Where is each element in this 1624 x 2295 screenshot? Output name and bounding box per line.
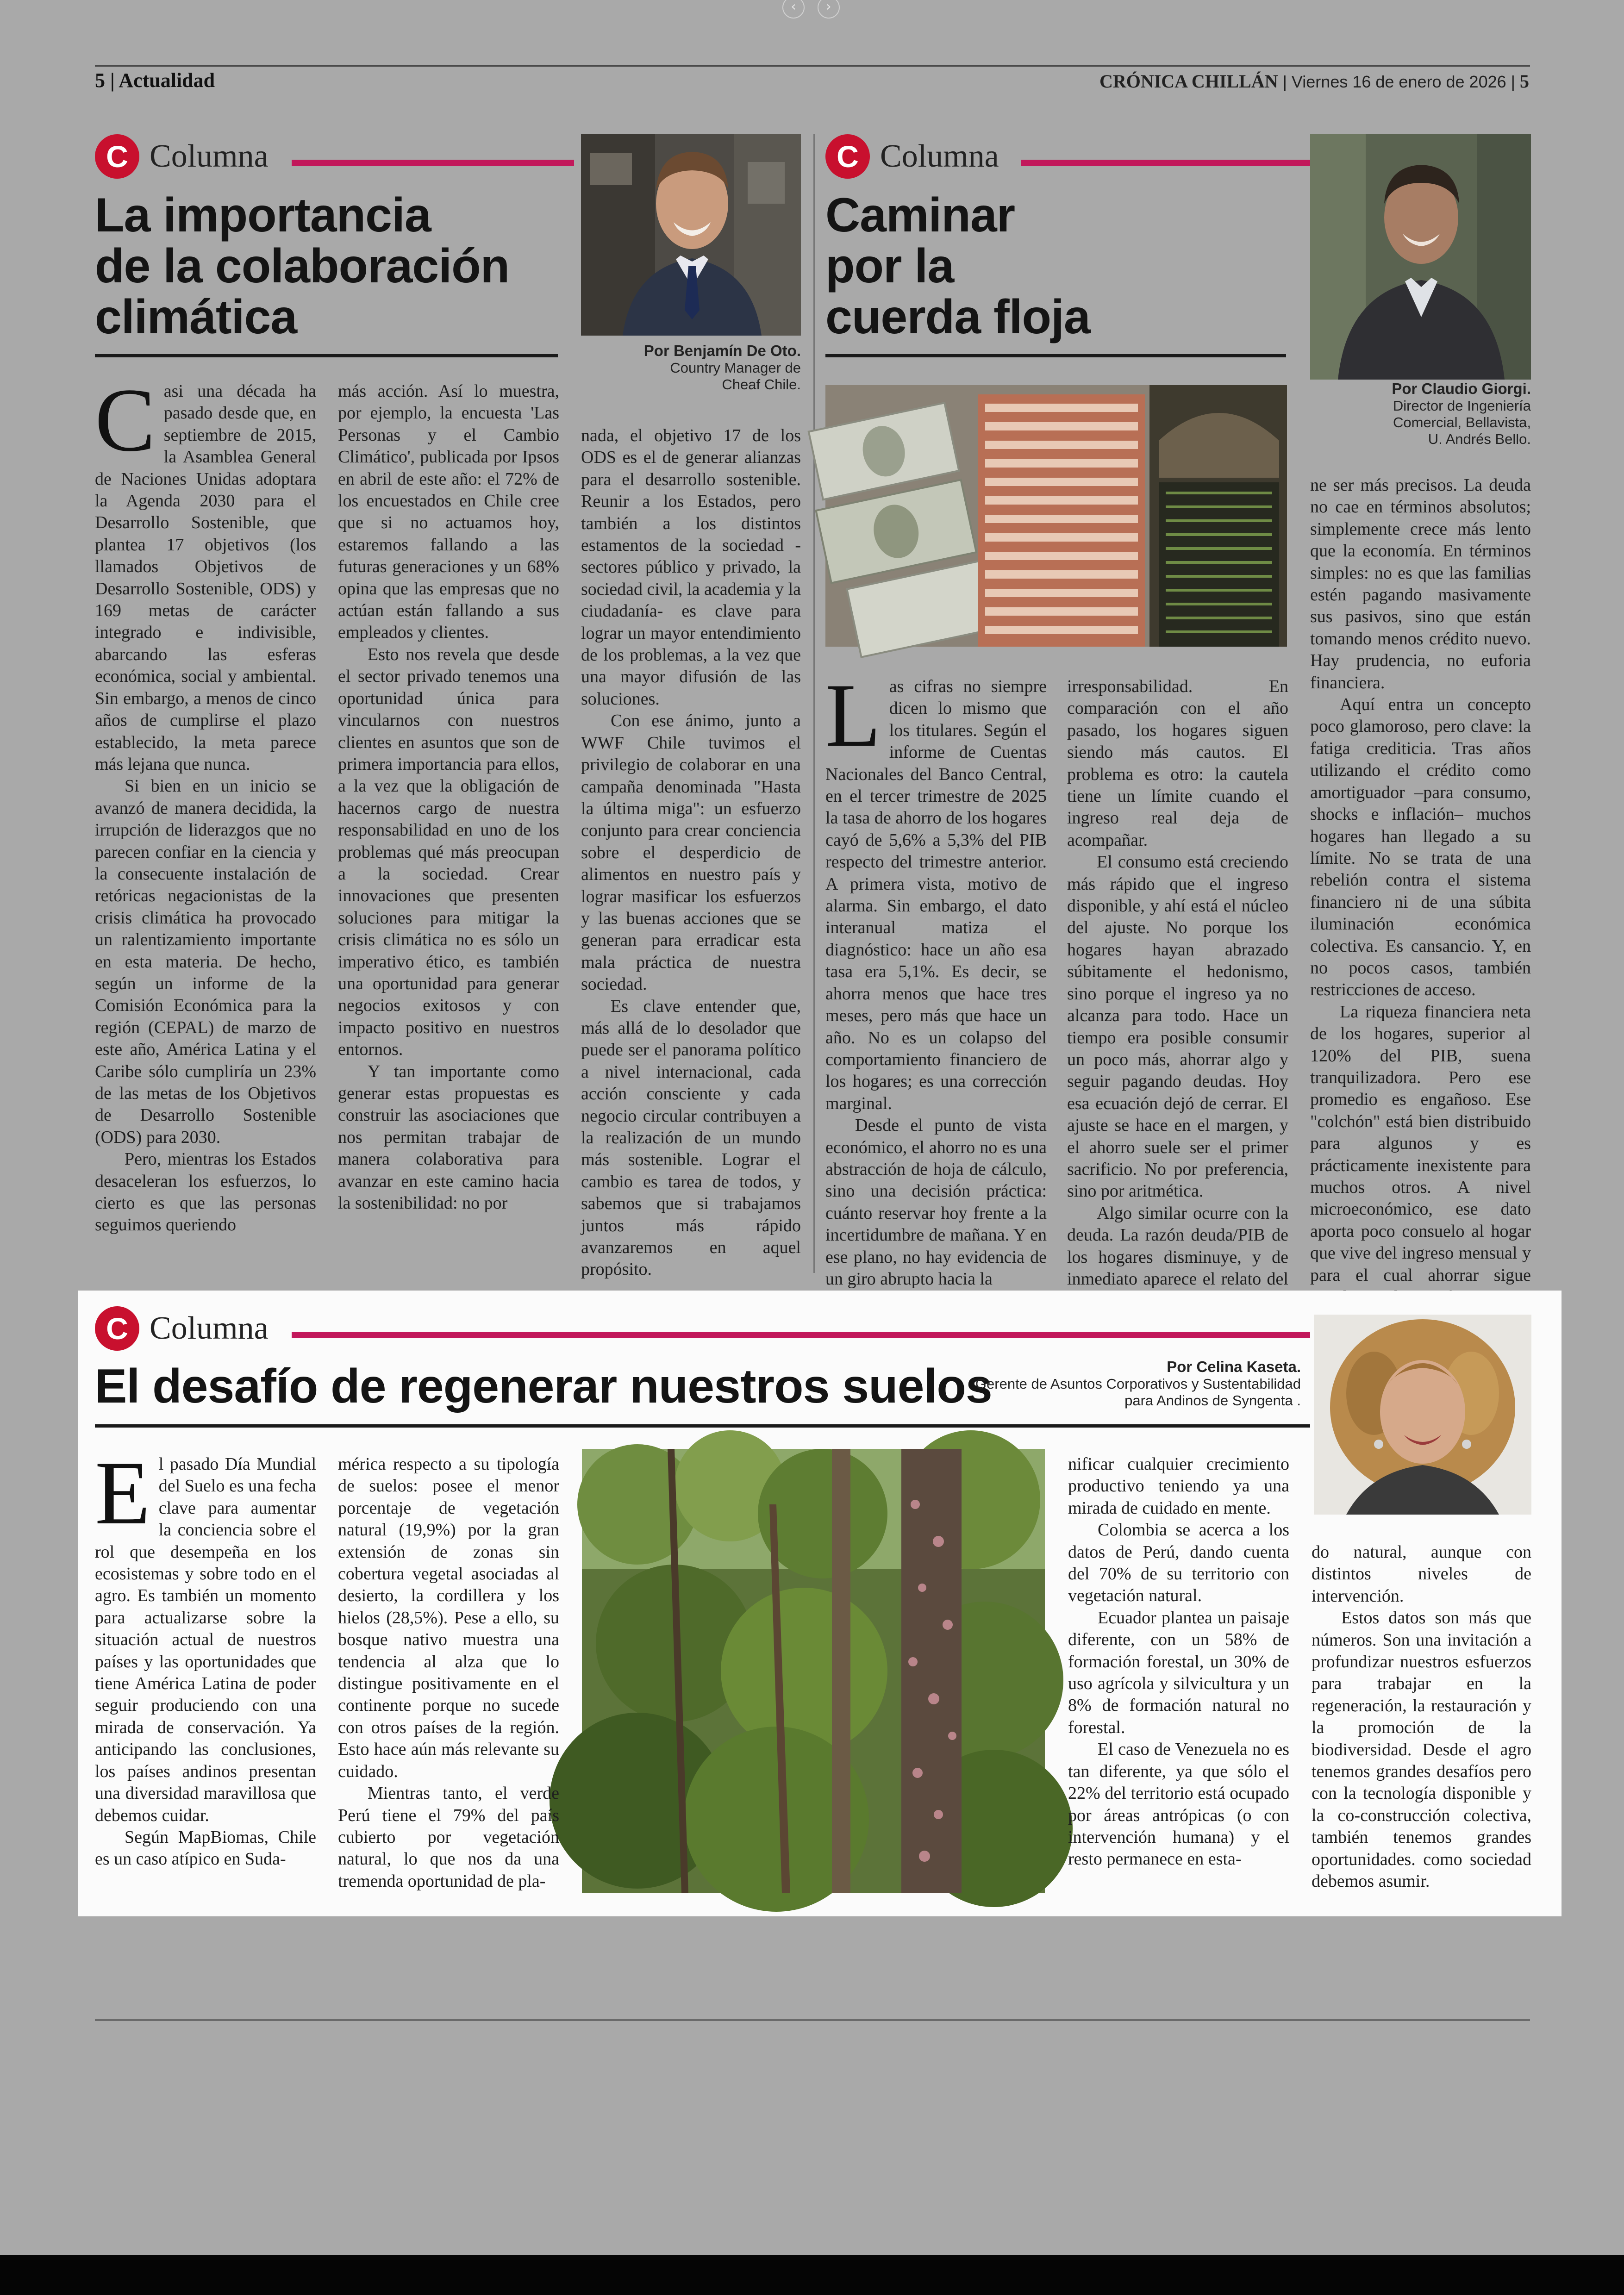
author-photo-celina <box>1314 1315 1531 1515</box>
money-photo <box>825 385 1287 647</box>
paragraph: Aquí entra un concepto poco glamoroso, pero clave: la fatiga crediticia. Tras años utilizando el crédito como amortiguador –para consumo, shocks e inflación– muchos hogares han llegado a su límite. No se trata de una rebelión contra el sistema financiero ni de una súbita iluminación económica colectiva. Es cansancio. Y, en no pocos casos, también restricciones de acceso. <box>1310 695 1531 1000</box>
article2-column-2 <box>1067 676 1288 1289</box>
headline-line: cuerda floja <box>825 290 1090 344</box>
paragraph: Esto nos revela que desde el sector privado tenemos una oportunidad única para vincularnos con nuestros clientes en asuntos que son de primera importancia para ellos, a la vez que la obligación de hacernos cargo de nuestra responsabilidad en uno de los problemas qué más preocupan a la sociedad. Crear innovaciones que presenten soluciones para mitigar la crisis climática no es sólo un imperativo ético, es también una oportunidad para generar negocios exitosos y con impacto positivo en nuestros entornos. <box>338 644 559 1060</box>
headline-rule <box>95 1424 1310 1428</box>
issue-date: Viernes 16 de enero de 2026 <box>1291 72 1506 91</box>
paragraph: El consumo está creciendo más rápido que el ingreso disponible, y ahí está el núcleo del ajuste. No porque los hogares hayan abrazado súbitamente el hedonismo, sino porque el ingreso ya no alcanza para todo. Hace un tiempo era posible consumir un poco más, ahorrar algo y seguir pagando deudas. Hoy esa ecuación dejó de cerrar. El ajuste se hace en el margen, y el ahorro suele ser el primer sacrificio. No por preferencia, sino por aritmética. <box>1067 852 1288 1201</box>
paragraph: Pero, mientras los Estados desaceleran los esfuerzos, lo cierto es que las personas seguimos queriendo <box>95 1149 316 1235</box>
accent-bar <box>1021 160 1310 166</box>
article1-column-2 <box>338 380 559 1274</box>
viewer-bottom-bar <box>0 2255 1624 2295</box>
headline-line: de la colaboración <box>95 239 510 293</box>
accent-bar <box>292 160 574 166</box>
byline-1 <box>581 343 801 393</box>
article3-column-2 <box>338 1453 559 1907</box>
accent-bar <box>292 1332 1310 1338</box>
author-role: Cheaf Chile. <box>722 376 801 393</box>
column-label: Columna <box>150 138 269 174</box>
article3-headline: El desafío de regenerar nuestros suelos <box>95 1360 992 1413</box>
author-photo-benjamin <box>581 134 801 336</box>
paragraph: Según MapBiomas, Chile es un caso atípico en Suda- <box>95 1827 316 1869</box>
headline-line: Caminar <box>825 188 1015 242</box>
next-page-icon[interactable]: › <box>818 0 840 19</box>
column-badge-3 <box>95 1306 269 1351</box>
drop-cap: L <box>825 665 881 766</box>
headline-line: climática <box>95 290 297 344</box>
byline-2 <box>1310 380 1531 448</box>
paragraph: Colombia se acerca a los datos de Perú, dando cuenta del 70% de su territorio con vegetación natural. <box>1068 1520 1289 1606</box>
article2-column-1 <box>825 665 1047 1289</box>
forest-photo <box>582 1449 1045 1893</box>
article3-column-3 <box>1068 1453 1289 1907</box>
author-role: Director de Ingeniería <box>1393 398 1531 414</box>
article2-column-3 <box>1310 474 1531 1285</box>
paragraph: nificar cualquier crecimiento productivo teniendo ya una mirada de cuidado en mente. <box>1068 1454 1289 1518</box>
paragraph: más acción. Así lo muestra, por ejemplo, la encuesta 'Las Personas y el Cambio Climático', publicada por Ipsos en abril de este año: el 72% de los encuestados en Chile cree que si no actuamos hoy, estaremos fallando a las futuras generaciones y un 68% opina que las empresas que no actúan están fallando a sus empleados y clientes. <box>338 381 559 642</box>
paragraph: mérica respecto a su tipología de suelos: posee el menor porcentaje de vegetación natural (19,9%) por la gran extensión de zonas sin cobertura vegetal asociadas al desierto, la cordillera y los hielos (28,5%). Pese a ello, su bosque nativo muestra una tendencia al alza que lo distingue positivamente en el continente porque no sucede con otros países de la región. Esto hace aún más relevante su cuidado. <box>338 1454 559 1781</box>
paragraph: Ecuador plantea un paisaje diferente, con un 58% de formación forestal, un 30% de uso agrícola y silvicultura y un 8% de formación natural no forestal. <box>1068 1608 1289 1737</box>
column-c-icon: C <box>95 134 139 179</box>
author-name: Por Benjamín De Oto. <box>643 342 801 359</box>
article1-column-1 <box>95 370 316 1274</box>
page-bottom-rule <box>95 2019 1530 2021</box>
author-role: para Andinos de Syngenta . <box>1124 1392 1301 1409</box>
paragraph: Con ese ánimo, junto a WWF Chile tuvimos el privilegio de colaborar en una campaña denominada "Hasta la última miga": un esfuerzo conjunto para crear conciencia sobre el desperdicio de alimentos en nuestro país y lograr masificar los esfuerzos y las buenas acciones que se generan para erradicar esta mala práctica de nuestra sociedad. <box>581 711 801 994</box>
paragraph: Algo similar ocurre con la deuda. La razón deuda/PIB de los hogares disminuye, y de inmediato aparece el relato del <box>1067 1203 1288 1289</box>
paragraph: l pasado Día Mundial del Suelo es una fecha clave para aumentar la conciencia sobre el rol que desempeña en los ecosistemas y sobre todo en el agro. Es también un momento para actualizarse sobre la situación actual de nuestros países y las oportunidades que tiene América Latina de poder seguir produciendo con una mirada de conservación. Ya anticipando las conclusiones, los países andinos presentan una diversidad maravillosa que debemos cuidar. <box>95 1454 316 1825</box>
author-name: Por Claudio Giorgi. <box>1392 380 1531 397</box>
column-label: Columna <box>150 1310 269 1346</box>
prev-page-icon[interactable]: ‹ <box>782 0 805 19</box>
paragraph: irresponsabilidad. En comparación con el año pasado, los hogares siguen siendo más cautos. El problema es otro: la cautela tiene un límite cuando el ingreso real deja de acompañar. <box>1067 677 1288 850</box>
drop-cap: E <box>95 1443 150 1543</box>
author-role: U. Andrés Bello. <box>1428 431 1531 447</box>
column-c-icon: C <box>95 1306 139 1351</box>
headline-rule <box>95 354 558 357</box>
author-role: Country Manager de <box>670 360 801 376</box>
headline-line: La importancia <box>95 188 431 242</box>
paragraph: Mientras tanto, el verde Perú tiene el 79% del país cubierto por vegetación natural, lo que nos da una tremenda oportunidad de pla- <box>338 1784 559 1891</box>
author-role: Comercial, Bellavista, <box>1393 414 1531 430</box>
headline-line: por la <box>825 239 954 293</box>
section-name: Actualidad <box>119 69 215 92</box>
paragraph: El caso de Venezuela no es tan diferente, ya que sólo el 22% del territorio está ocupado por áreas antrópicas (o con intervención humana) y el resto permanece en esta- <box>1068 1740 1289 1869</box>
headline-rule <box>825 354 1286 357</box>
paragraph: Estos datos son más que números. Son una invitación a profundizar nuestros esfuerzos para trabajar en la regeneración, la restauración y la promoción de la biodiversidad. Desde el agro tenemos grandes desafíos pero con la tecnología disponible y la co-construcción colectiva, también tenemos grandes oportunidades. como sociedad debemos asumir. <box>1312 1608 1531 1891</box>
byline-3 <box>903 1359 1301 1409</box>
column-badge-2 <box>825 134 999 179</box>
article1-headline <box>95 190 576 343</box>
header-right: CRÓNICA CHILLÁN | Viernes 16 de enero de 2026 | 5 <box>1099 71 1529 92</box>
column-label: Columna <box>880 138 999 174</box>
paragraph: nada, el objetivo 17 de los ODS es el de generar alianzas para el desarrollo sostenible. Reunir a los Estados, pero también a los distintos estamentos de la sociedad -sectores público y privado, la sociedad civil, la academia y la ciudadanía- es clave para lograr un mayor entendimiento de los problemas, a la vez que una mayor difusión de las soluciones. <box>581 426 801 709</box>
author-name: Por Celina Kaseta. <box>1167 1358 1301 1375</box>
column-divider <box>813 134 815 1273</box>
paragraph: Si bien en un inicio se avanzó de manera decidida, la irrupción de liderazgos que no parecen confiar en la ciencia y la consecuente instalación de retóricas negacionistas de la crisis climática ha provocado un ralentizamiento importante en esta materia. De hecho, según un informe de la Comisión Económica para la región (CEPAL) de marzo de este año, América Latina y el Caribe sólo cumpliría un 23% de las metas de los Objetivos de Desarrollo Sostenible (ODS) para 2030. <box>95 776 316 1147</box>
article2-headline <box>825 190 1288 343</box>
article1-column-3 <box>581 425 801 1279</box>
newspaper-name: CRÓNICA CHILLÁN <box>1099 71 1278 92</box>
page-number-right: 5 <box>1520 71 1529 92</box>
paragraph: asi una década ha pasado desde que, en septiembre de 2015, la Asamblea General de Naciones Unidas adoptara la Agenda 2030 para el Desarrollo Sostenible, que plantea 17 objetivos (los llamados Objetivos de Desarrollo Sostenible, ODS) y 169 metas de carácter integrado e indivisible, abarcando las esferas económica, social y ambiental. Sin embargo, a menos de cinco años de cumplirse el plazo establecido, la meta parece más lejana que nunca. <box>95 381 316 774</box>
header-left: 5 | Actualidad <box>95 69 215 92</box>
paragraph: as cifras no siempre dicen lo mismo que los titulares. Según el informe de Cuentas Nacionales del Banco Central, en el tercer trimestre de 2025 la tasa de ahorro de los hogares cayó de 5,6% a 5,3% del PIB respecto del trimestre anterior. A primera vista, motivo de alarma. Sin embargo, el dato interanual matiza el diagnóstico: hace un año esa tasa era 5,1%. Es decir, se ahorra menos que hace tres meses, pero más que hace un año. No es un colapso del comportamiento financiero de los hogares; es una corrección marginal. <box>825 677 1047 1113</box>
paragraph: La riqueza financiera neta de los hogares, superior al 120% del PIB, suena tranquilizadora. Pero ese promedio es engañoso. Ese "colchón" está bien distribuido para algunos y es prácticamente inexistente para muchos otros. A nivel microeconómico, ese dato aporta poco consuelo al hogar que vive del ingreso mensual y para el cual ahorrar sigue <box>1310 1002 1531 1285</box>
page-number-left: 5 <box>95 69 105 92</box>
drop-cap: C <box>95 370 156 470</box>
author-photo-claudio <box>1310 134 1531 380</box>
article3-column-1 <box>95 1443 316 1907</box>
column-badge-1 <box>95 134 269 179</box>
article3-column-4 <box>1312 1541 1531 1907</box>
paragraph: Desde el punto de vista económico, el ahorro no es una abstracción de hoja de cálculo, sino una decisión práctica: cuánto reservar hoy frente a la incertidumbre de mañana. Y en ese plano, no hay evidencia de un giro abrupto hacia la <box>825 1116 1047 1289</box>
paragraph: ne ser más precisos. La deuda no cae en términos absolutos; simplemente crece más lento que la economía. En términos simples: no es que las familias estén pagando masivamente sus pasivos, sino que están tomando menos crédito nuevo. Hay prudencia, no euforia financiera. <box>1310 475 1531 692</box>
paragraph: Y tan importante como generar estas propuestas es construir las asociaciones que nos permitan trabajar de manera colaborativa para avanzar en este camino hacia la sostenibilidad: no por <box>338 1061 559 1213</box>
author-role: Gerente de Asuntos Corporativos y Sustentabilidad <box>975 1376 1301 1392</box>
paragraph: Es clave entender que, más allá de lo desolador que puede ser el panorama político a nivel internacional, cada acción consciente y cada negocio circular contribuyen a la realización de un mundo más sostenible. Lograr el cambio es tarea de todos, y sabemos que si trabajamos juntos más rápido avanzaremos en aquel propósito. <box>581 996 801 1279</box>
paragraph: do natural, aunque con distintos niveles de intervención. <box>1312 1542 1531 1606</box>
header-top-rule <box>95 65 1530 67</box>
column-c-icon: C <box>825 134 870 179</box>
